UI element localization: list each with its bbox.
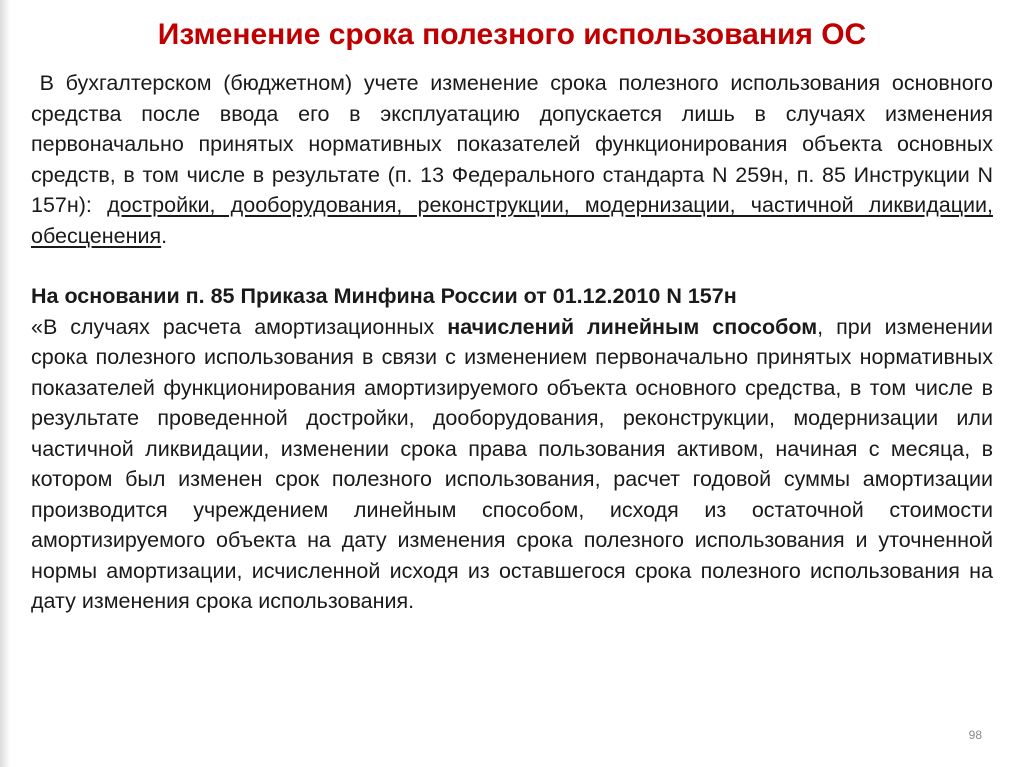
slide-edge-shadow [0,0,10,767]
slide-content [31,68,993,617]
paragraph-gap [31,251,993,281]
quote-rest: , при изменении срока полезного использования в связи с изменением первоначально принятых нормативных показателей функционирования амортизируемого объекта основного средства, в том числе в результате проведенной достройки, дооборудования, реконструкции, модернизации или частичной ликвидации, изменении срока права пользования активом, начиная с месяца, в котором был изменен срок полезного использования, расчет годовой суммы амортизации производится учреждением линейным способом, исходя из остаточной стоимости амортизируемого объекта на дату изменения срока полезного использования и уточненной нормы амортизации, исчисленной исходя из оставшегося срока полезного использования на дату изменения срока использования. [31,314,993,613]
quote-paragraph [31,312,993,617]
intro-text: В бухгалтерском (бюджетном) учете изменение срока полезного использования основного средства после ввода его в эксплуатацию допускается лишь в случаях изменения первоначально принятых нормативных показателей функционирования объекта основных средств, в том числе в результате (п. 13 Федерального стандарта N 259н, п. 85 Инструкции N 157н): [31,71,993,217]
basis-heading: На основании п. 85 Приказа Минфина России от 01.12.2010 N 157н [31,284,737,308]
intro-paragraph [31,68,993,251]
slide-title: Изменение срока полезного использования ОС [157,18,867,51]
quote-start: «В случаях расчета амортизационных [31,314,448,339]
intro-end: . [161,223,168,248]
intro-underlined-list: достройки, дооборудования, реконструкции, модернизации, частичной ликвидации, обесценения [31,193,993,248]
quote-bold-phrase: начислений линейным способом [447,314,818,339]
page-number: 98 [968,728,982,742]
